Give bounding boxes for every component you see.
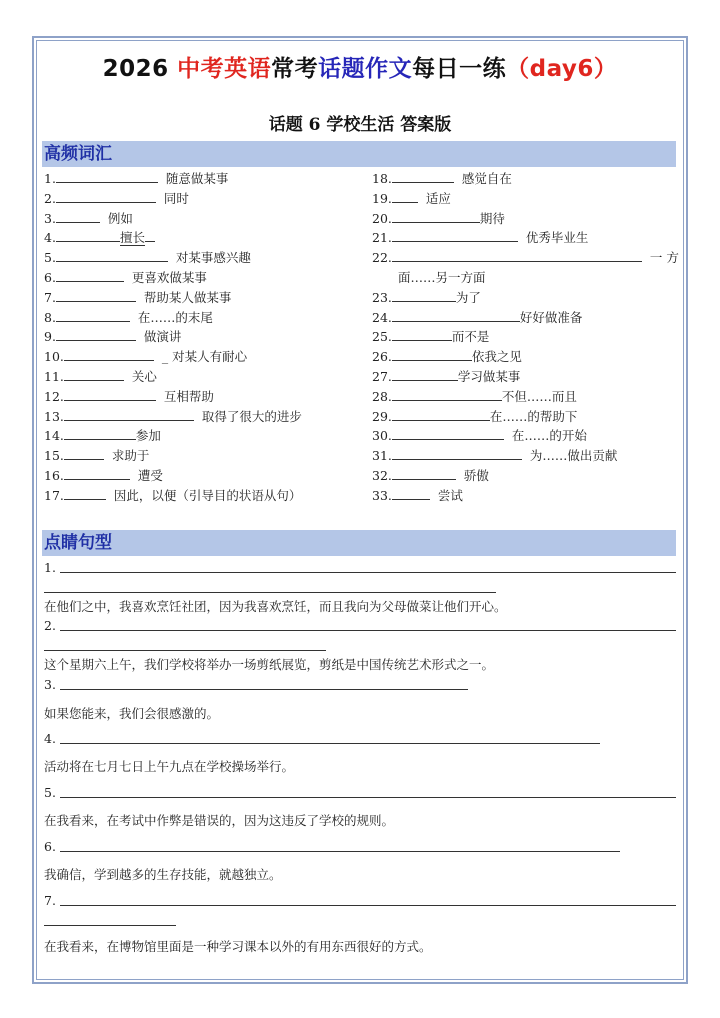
answer-blank[interactable]: [392, 387, 502, 401]
vocab-item: 24. 好好做准备: [372, 309, 583, 325]
title-topic: 话题作文: [318, 56, 413, 82]
answer-line[interactable]: [60, 743, 600, 744]
vocab-item: 11. 关心: [44, 368, 157, 384]
page-subtitle: 话题 6 学校生活 答案版: [268, 115, 452, 135]
answer-blank[interactable]: [64, 446, 104, 460]
title-year: 2026: [102, 56, 178, 82]
answer-line[interactable]: [60, 851, 620, 852]
answer-blank[interactable]: [56, 327, 136, 341]
vocab-item: 13. 取得了很大的进步: [44, 408, 302, 424]
vocab-section-heading: 高频词汇: [42, 141, 676, 167]
title-daily: 每日一练: [412, 56, 507, 82]
vocab-item: 20. 期待: [372, 210, 505, 226]
answer-blank[interactable]: [56, 268, 124, 282]
vocab-item: 18. 感觉自在: [372, 171, 512, 186]
vocab-item: 7. 帮助某人做某事: [44, 289, 232, 305]
vocab-item: 25. 而不是: [372, 329, 490, 345]
vocab-item: 16. 遭受: [44, 467, 163, 483]
answer-blank[interactable]: [64, 347, 154, 361]
vocab-item: 10. _ 对某人有耐心: [44, 349, 248, 365]
answer-line[interactable]: [44, 925, 176, 926]
answer-blank[interactable]: [392, 189, 418, 203]
vocab-item: 31. 为……做出贡献: [372, 448, 618, 464]
answer-blank[interactable]: [56, 248, 168, 262]
vocab-item-continuation: 面……另一方面: [398, 269, 486, 285]
vocab-item: 26. 依我之见: [372, 349, 522, 365]
answer-line[interactable]: [60, 630, 676, 631]
vocab-item: 8. 在……的末尾: [44, 309, 213, 325]
answer-blank[interactable]: [392, 308, 520, 322]
vocab-item: 2. 同时: [44, 190, 189, 206]
vocab-right-column: [372, 169, 678, 506]
answer-blank[interactable]: [64, 466, 130, 480]
vocab-item: 22. 一 方: [372, 250, 679, 266]
answer-blank[interactable]: [392, 209, 480, 223]
sentence-section-heading: 点睛句型: [42, 530, 676, 556]
answer-blank[interactable]: [56, 288, 136, 302]
answer-blank[interactable]: [56, 308, 130, 322]
title-exam: 中考英语: [177, 56, 272, 82]
answer-blank[interactable]: [392, 466, 456, 480]
answer-blank[interactable]: [56, 189, 156, 203]
answer-blank[interactable]: [392, 367, 458, 381]
answer-blank[interactable]: [392, 426, 504, 440]
answer-line[interactable]: [60, 689, 468, 690]
answer-blank[interactable]: [145, 228, 155, 242]
vocab-item: 12. 互相帮助: [44, 388, 214, 404]
answer-line[interactable]: [60, 572, 676, 573]
vocab-item: 3. 例如: [44, 210, 133, 226]
answer-line[interactable]: [60, 905, 676, 906]
answer-blank[interactable]: [392, 248, 642, 262]
title-day: （day6）: [506, 56, 618, 82]
vocab-item: 5. 对某事感兴趣: [44, 250, 251, 266]
answer-blank[interactable]: [56, 209, 100, 223]
answer-blank[interactable]: [392, 228, 518, 242]
vocab-item: 4. 擅长: [44, 228, 364, 248]
vocab-item: 28. 不但……而且: [372, 388, 577, 404]
answer-blank[interactable]: [392, 169, 454, 183]
vocab-item: 19. 适应: [372, 190, 451, 206]
answer-blank[interactable]: [56, 228, 120, 242]
vocab-item: 29. 在……的帮助下: [372, 408, 578, 424]
answer-blank[interactable]: [392, 327, 452, 341]
answer-blank[interactable]: [64, 486, 106, 500]
answer-blank[interactable]: [392, 407, 490, 421]
vocab-item: 15. 求助于: [44, 448, 150, 464]
answer-blank[interactable]: [392, 446, 522, 460]
answer-blank[interactable]: [64, 367, 124, 381]
vocab-left-column: [44, 169, 364, 506]
vocab-item: 17. 因此，以便（引导目的状语从句）: [44, 487, 302, 503]
answer-line[interactable]: [44, 592, 496, 593]
answer-blank[interactable]: [64, 407, 194, 421]
vocab-item: 9. 做演讲: [44, 329, 182, 345]
vocab-item: 33. 尝试: [372, 487, 463, 503]
vocab-item: 14. 参加: [44, 428, 161, 444]
vocab-item: 23. 为了: [372, 289, 481, 305]
answer-blank[interactable]: [56, 169, 158, 183]
answer-blank[interactable]: [392, 486, 430, 500]
answer-blank[interactable]: [392, 347, 472, 361]
vocab-item: 32. 骄傲: [372, 467, 489, 483]
title-common: 常考: [271, 56, 319, 82]
vocab-item: 1. 随意做某事: [44, 171, 229, 186]
answer-blank[interactable]: [392, 288, 456, 302]
answer-blank[interactable]: [64, 387, 156, 401]
answer-line[interactable]: [44, 650, 326, 651]
vocab-item: 27. 学习做某事: [372, 368, 521, 384]
page-title: [36, 50, 684, 83]
vocab-item: 21. 优秀毕业生: [372, 230, 589, 246]
vocab-item: 6. 更喜欢做某事: [44, 269, 207, 285]
vocab-item: 30. 在……的开始: [372, 428, 587, 444]
answer-line[interactable]: [60, 797, 676, 798]
answer-blank[interactable]: [64, 426, 136, 440]
